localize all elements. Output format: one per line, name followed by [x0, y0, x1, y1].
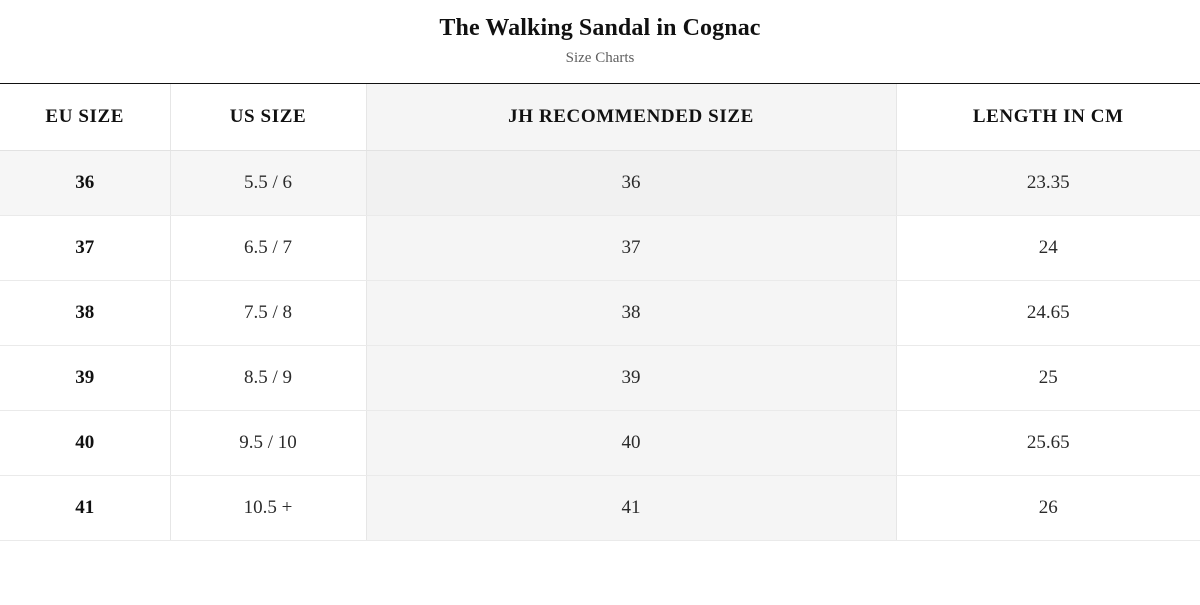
cell-jh-size: 36 — [366, 150, 896, 215]
cell-eu-size: 40 — [0, 410, 170, 475]
column-header-eu-size: EU SIZE — [0, 84, 170, 151]
table-body — [0, 150, 1200, 540]
column-header-length-in-cm: LENGTH IN CM — [896, 84, 1200, 151]
cell-length-cm: 23.35 — [896, 150, 1200, 215]
cell-length-cm: 25 — [896, 345, 1200, 410]
table-row — [0, 410, 1200, 475]
page-title: The Walking Sandal in Cognac — [439, 15, 761, 41]
cell-length-cm: 24 — [896, 215, 1200, 280]
cell-length-cm: 24.65 — [896, 280, 1200, 345]
column-header-jh-recommended-size: JH RECOMMENDED SIZE — [366, 84, 896, 151]
table-header — [0, 84, 1200, 151]
cell-eu-size: 38 — [0, 280, 170, 345]
column-header-us-size: US SIZE — [170, 84, 366, 151]
cell-us-size: 8.5 / 9 — [170, 345, 366, 410]
table-row — [0, 280, 1200, 345]
cell-us-size: 5.5 / 6 — [170, 150, 366, 215]
cell-us-size: 9.5 / 10 — [170, 410, 366, 475]
cell-length-cm: 26 — [896, 475, 1200, 540]
page-header — [0, 0, 1200, 67]
cell-length-cm: 25.65 — [896, 410, 1200, 475]
page-subtitle: Size Charts — [565, 49, 635, 66]
cell-eu-size: 36 — [0, 150, 170, 215]
cell-us-size: 7.5 / 8 — [170, 280, 366, 345]
cell-us-size: 6.5 / 7 — [170, 215, 366, 280]
cell-eu-size: 41 — [0, 475, 170, 540]
table-header-row — [0, 84, 1200, 151]
cell-us-size: 10.5 + — [170, 475, 366, 540]
cell-jh-size: 41 — [366, 475, 896, 540]
table-row — [0, 150, 1200, 215]
size-chart-table — [0, 84, 1200, 541]
cell-eu-size: 37 — [0, 215, 170, 280]
cell-jh-size: 37 — [366, 215, 896, 280]
cell-jh-size: 38 — [366, 280, 896, 345]
cell-jh-size: 39 — [366, 345, 896, 410]
cell-eu-size: 39 — [0, 345, 170, 410]
table-row — [0, 345, 1200, 410]
cell-jh-size: 40 — [366, 410, 896, 475]
table-row — [0, 475, 1200, 540]
table-row — [0, 215, 1200, 280]
